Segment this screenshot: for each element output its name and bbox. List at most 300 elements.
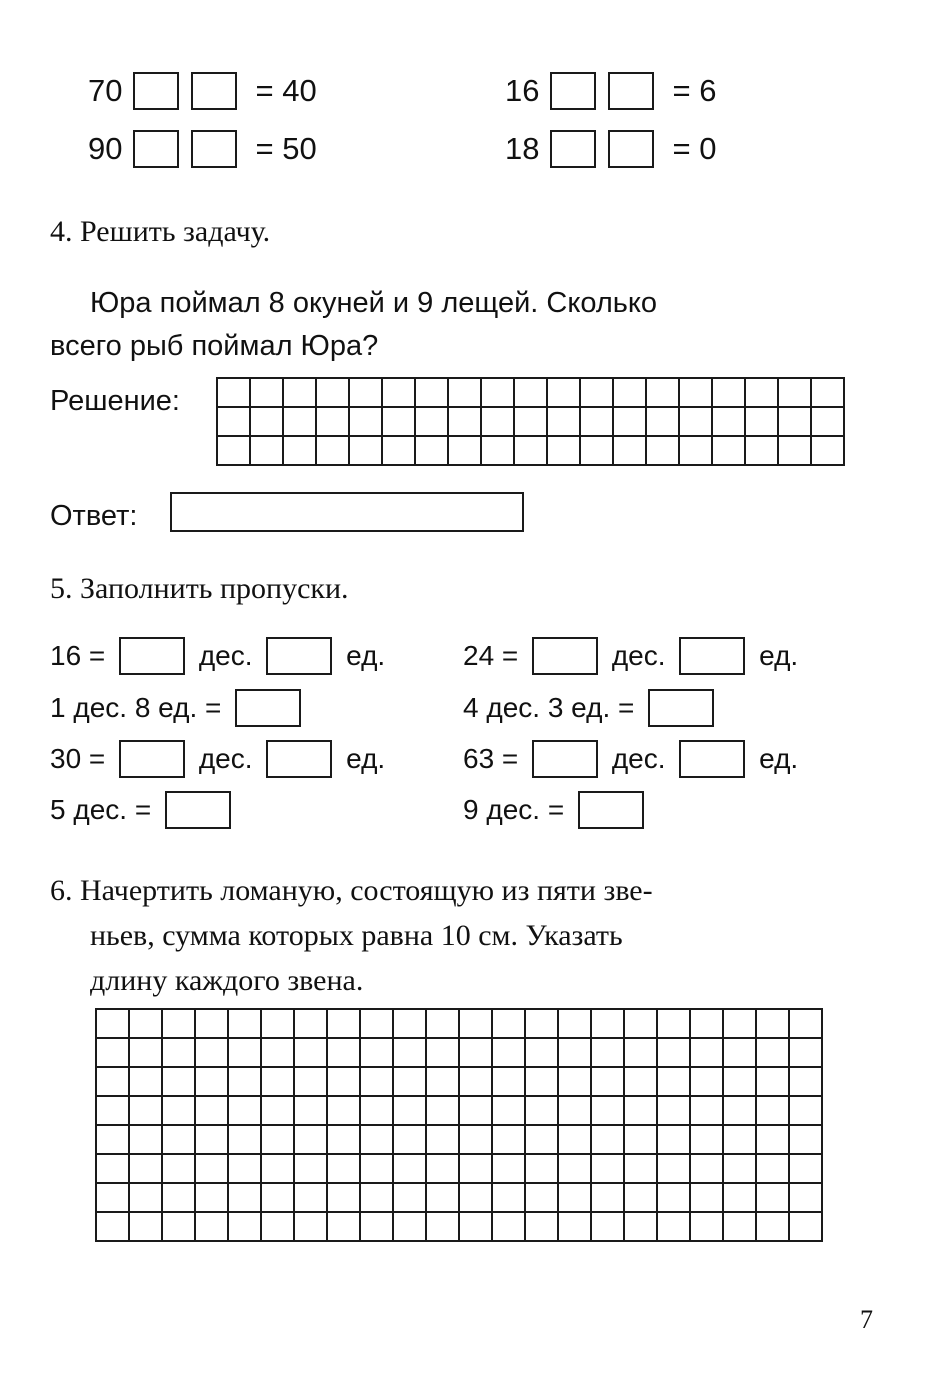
grid-cell[interactable] bbox=[394, 1155, 427, 1184]
grid-cell[interactable] bbox=[625, 1213, 658, 1242]
grid-cell[interactable] bbox=[284, 379, 317, 408]
grid-row bbox=[97, 1039, 823, 1068]
grid-cell[interactable] bbox=[460, 1184, 493, 1213]
grid-cell[interactable] bbox=[581, 379, 614, 408]
task-6-heading-line-2: ньев, сумма которых равна 10 см. Указать bbox=[90, 919, 623, 952]
fill-box[interactable] bbox=[119, 740, 185, 778]
grid-cell[interactable] bbox=[130, 1039, 163, 1068]
grid-cell[interactable] bbox=[790, 1068, 823, 1097]
grid-cell[interactable] bbox=[592, 1097, 625, 1126]
grid-cell[interactable] bbox=[713, 379, 746, 408]
grid-cell[interactable] bbox=[130, 1068, 163, 1097]
grid-cell[interactable] bbox=[317, 408, 350, 437]
grid-cell[interactable] bbox=[515, 379, 548, 408]
grid-cell[interactable] bbox=[592, 1184, 625, 1213]
grid-cell[interactable] bbox=[361, 1126, 394, 1155]
grid-cell[interactable] bbox=[460, 1213, 493, 1242]
grid-cell[interactable] bbox=[97, 1126, 130, 1155]
grid-cell[interactable] bbox=[658, 1068, 691, 1097]
solution-grid[interactable] bbox=[216, 377, 845, 466]
grid-cell[interactable] bbox=[130, 1213, 163, 1242]
grid-cell[interactable] bbox=[218, 379, 251, 408]
grid-cell[interactable] bbox=[691, 1213, 724, 1242]
grid-cell[interactable] bbox=[394, 1213, 427, 1242]
grid-cell[interactable] bbox=[229, 1068, 262, 1097]
grid-cell[interactable] bbox=[416, 408, 449, 437]
grid-cell[interactable] bbox=[548, 408, 581, 437]
grid-cell[interactable] bbox=[790, 1097, 823, 1126]
grid-cell[interactable] bbox=[361, 1184, 394, 1213]
grid-cell[interactable] bbox=[361, 1010, 394, 1039]
fill-box[interactable] bbox=[679, 740, 745, 778]
answer-box[interactable] bbox=[191, 72, 237, 110]
grid-cell[interactable] bbox=[262, 1155, 295, 1184]
grid-cell[interactable] bbox=[361, 1068, 394, 1097]
grid-cell[interactable] bbox=[229, 1010, 262, 1039]
grid-cell[interactable] bbox=[229, 1213, 262, 1242]
grid-cell[interactable] bbox=[427, 1010, 460, 1039]
fill-box[interactable] bbox=[532, 740, 598, 778]
grid-cell[interactable] bbox=[284, 437, 317, 466]
grid-cell[interactable] bbox=[757, 1184, 790, 1213]
grid-cell[interactable] bbox=[130, 1010, 163, 1039]
grid-cell[interactable] bbox=[493, 1039, 526, 1068]
answer-box[interactable] bbox=[133, 72, 179, 110]
grid-cell[interactable] bbox=[658, 1126, 691, 1155]
grid-row bbox=[97, 1126, 823, 1155]
fill-box[interactable] bbox=[266, 740, 332, 778]
grid-row bbox=[97, 1213, 823, 1242]
grid-cell[interactable] bbox=[526, 1184, 559, 1213]
equation-row-1-left bbox=[88, 72, 317, 110]
grid-cell[interactable] bbox=[460, 1039, 493, 1068]
grid-cell[interactable] bbox=[97, 1068, 130, 1097]
grid-cell[interactable] bbox=[680, 437, 713, 466]
grid-cell[interactable] bbox=[790, 1184, 823, 1213]
grid-cell[interactable] bbox=[614, 437, 647, 466]
grid-cell[interactable] bbox=[262, 1126, 295, 1155]
grid-cell[interactable] bbox=[493, 1155, 526, 1184]
answer-box[interactable] bbox=[550, 130, 596, 168]
grid-cell[interactable] bbox=[559, 1068, 592, 1097]
grid-cell[interactable] bbox=[592, 1039, 625, 1068]
grid-cell[interactable] bbox=[97, 1010, 130, 1039]
equation-result: = 6 bbox=[672, 73, 717, 108]
grid-cell[interactable] bbox=[592, 1010, 625, 1039]
grid-cell[interactable] bbox=[284, 408, 317, 437]
grid-cell[interactable] bbox=[592, 1068, 625, 1097]
grid-cell[interactable] bbox=[757, 1097, 790, 1126]
grid-cell[interactable] bbox=[724, 1068, 757, 1097]
grid-cell[interactable] bbox=[460, 1155, 493, 1184]
equation-result: = 40 bbox=[255, 73, 317, 108]
grid-cell[interactable] bbox=[262, 1039, 295, 1068]
grid-cell[interactable] bbox=[790, 1126, 823, 1155]
grid-cell[interactable] bbox=[526, 1068, 559, 1097]
grid-cell[interactable] bbox=[812, 437, 845, 466]
grid-cell[interactable] bbox=[482, 437, 515, 466]
grid-cell[interactable] bbox=[350, 437, 383, 466]
grid-cell[interactable] bbox=[229, 1126, 262, 1155]
grid-cell[interactable] bbox=[163, 1126, 196, 1155]
grid-cell[interactable] bbox=[328, 1097, 361, 1126]
grid-cell[interactable] bbox=[658, 1155, 691, 1184]
grid-cell[interactable] bbox=[317, 379, 350, 408]
grid-cell[interactable] bbox=[427, 1097, 460, 1126]
equation-row-2-right bbox=[505, 130, 716, 168]
fill-prefix: 9 дес. = bbox=[463, 794, 565, 825]
grid-cell[interactable] bbox=[460, 1068, 493, 1097]
fill-box[interactable] bbox=[679, 637, 745, 675]
grid-cell[interactable] bbox=[691, 1010, 724, 1039]
grid-cell[interactable] bbox=[592, 1126, 625, 1155]
fill-box[interactable] bbox=[578, 791, 644, 829]
answer-box[interactable] bbox=[608, 72, 654, 110]
grid-cell[interactable] bbox=[559, 1039, 592, 1068]
fill-row-2-left bbox=[50, 689, 307, 727]
grid-row bbox=[218, 379, 845, 408]
grid-cell[interactable] bbox=[196, 1126, 229, 1155]
fill-suffix: ед. bbox=[346, 640, 386, 671]
grid-cell[interactable] bbox=[427, 1213, 460, 1242]
grid-cell[interactable] bbox=[647, 437, 680, 466]
answer-input-box[interactable] bbox=[170, 492, 524, 532]
grid-cell[interactable] bbox=[427, 1039, 460, 1068]
grid-cell[interactable] bbox=[262, 1068, 295, 1097]
grid-cell[interactable] bbox=[625, 1010, 658, 1039]
task-6-heading-line-3: длину каждого звена. bbox=[90, 964, 364, 997]
grid-cell[interactable] bbox=[317, 437, 350, 466]
grid-cell[interactable] bbox=[427, 1184, 460, 1213]
grid-cell[interactable] bbox=[493, 1068, 526, 1097]
grid-cell[interactable] bbox=[328, 1039, 361, 1068]
task-4-problem-line-1: Юра поймал 8 окуней и 9 лещей. Сколько bbox=[90, 287, 658, 319]
grid-cell[interactable] bbox=[196, 1010, 229, 1039]
grid-cell[interactable] bbox=[328, 1010, 361, 1039]
grid-cell[interactable] bbox=[361, 1155, 394, 1184]
grid-cell[interactable] bbox=[97, 1184, 130, 1213]
grid-cell[interactable] bbox=[548, 379, 581, 408]
fill-prefix: 30 = bbox=[50, 743, 106, 774]
grid-cell[interactable] bbox=[163, 1039, 196, 1068]
drawing-grid[interactable] bbox=[95, 1008, 823, 1242]
grid-cell[interactable] bbox=[658, 1010, 691, 1039]
grid-cell[interactable] bbox=[526, 1010, 559, 1039]
grid-cell[interactable] bbox=[493, 1126, 526, 1155]
grid-cell[interactable] bbox=[130, 1184, 163, 1213]
grid-cell[interactable] bbox=[229, 1097, 262, 1126]
grid-cell[interactable] bbox=[724, 1184, 757, 1213]
grid-cell[interactable] bbox=[394, 1126, 427, 1155]
grid-cell[interactable] bbox=[196, 1068, 229, 1097]
fill-middle: дес. bbox=[198, 743, 253, 774]
grid-cell[interactable] bbox=[592, 1155, 625, 1184]
grid-cell[interactable] bbox=[757, 1039, 790, 1068]
grid-cell[interactable] bbox=[97, 1097, 130, 1126]
grid-cell[interactable] bbox=[746, 379, 779, 408]
fill-prefix: 16 = bbox=[50, 640, 106, 671]
answer-label: Ответ: bbox=[50, 500, 138, 532]
grid-cell[interactable] bbox=[757, 1126, 790, 1155]
grid-cell[interactable] bbox=[581, 408, 614, 437]
grid-cell[interactable] bbox=[526, 1126, 559, 1155]
grid-cell[interactable] bbox=[515, 437, 548, 466]
grid-cell[interactable] bbox=[460, 1097, 493, 1126]
grid-cell[interactable] bbox=[218, 408, 251, 437]
grid-cell[interactable] bbox=[97, 1039, 130, 1068]
grid-cell[interactable] bbox=[559, 1126, 592, 1155]
grid-cell[interactable] bbox=[625, 1155, 658, 1184]
grid-cell[interactable] bbox=[130, 1126, 163, 1155]
grid-cell[interactable] bbox=[383, 408, 416, 437]
grid-cell[interactable] bbox=[625, 1068, 658, 1097]
grid-cell[interactable] bbox=[724, 1213, 757, 1242]
grid-cell[interactable] bbox=[460, 1010, 493, 1039]
grid-row bbox=[97, 1155, 823, 1184]
grid-cell[interactable] bbox=[328, 1155, 361, 1184]
grid-cell[interactable] bbox=[779, 437, 812, 466]
grid-row bbox=[97, 1068, 823, 1097]
grid-cell[interactable] bbox=[559, 1155, 592, 1184]
grid-cell[interactable] bbox=[779, 408, 812, 437]
grid-cell[interactable] bbox=[625, 1126, 658, 1155]
grid-cell[interactable] bbox=[526, 1097, 559, 1126]
grid-cell[interactable] bbox=[394, 1039, 427, 1068]
grid-cell[interactable] bbox=[691, 1184, 724, 1213]
grid-cell[interactable] bbox=[790, 1213, 823, 1242]
grid-cell[interactable] bbox=[295, 1068, 328, 1097]
grid-cell[interactable] bbox=[196, 1039, 229, 1068]
grid-cell[interactable] bbox=[713, 437, 746, 466]
grid-cell[interactable] bbox=[691, 1155, 724, 1184]
grid-cell[interactable] bbox=[515, 408, 548, 437]
grid-cell[interactable] bbox=[130, 1097, 163, 1126]
solution-label: Решение: bbox=[50, 385, 180, 417]
grid-cell[interactable] bbox=[713, 408, 746, 437]
equation-row-2-left bbox=[88, 130, 317, 168]
grid-cell[interactable] bbox=[394, 1097, 427, 1126]
grid-cell[interactable] bbox=[724, 1010, 757, 1039]
grid-cell[interactable] bbox=[724, 1155, 757, 1184]
grid-cell[interactable] bbox=[251, 379, 284, 408]
grid-cell[interactable] bbox=[658, 1039, 691, 1068]
grid-cell[interactable] bbox=[757, 1155, 790, 1184]
grid-cell[interactable] bbox=[196, 1184, 229, 1213]
grid-cell[interactable] bbox=[614, 379, 647, 408]
grid-cell[interactable] bbox=[427, 1155, 460, 1184]
grid-cell[interactable] bbox=[394, 1184, 427, 1213]
grid-cell[interactable] bbox=[658, 1097, 691, 1126]
grid-cell[interactable] bbox=[658, 1184, 691, 1213]
grid-cell[interactable] bbox=[449, 408, 482, 437]
grid-cell[interactable] bbox=[482, 379, 515, 408]
grid-row bbox=[218, 408, 845, 437]
grid-cell[interactable] bbox=[647, 379, 680, 408]
grid-cell[interactable] bbox=[361, 1039, 394, 1068]
grid-cell[interactable] bbox=[394, 1068, 427, 1097]
fill-box[interactable] bbox=[532, 637, 598, 675]
fill-prefix: 5 дес. = bbox=[50, 794, 152, 825]
grid-cell[interactable] bbox=[416, 437, 449, 466]
fill-row-4-left bbox=[50, 791, 237, 829]
grid-cell[interactable] bbox=[581, 437, 614, 466]
grid-cell[interactable] bbox=[328, 1184, 361, 1213]
grid-cell[interactable] bbox=[350, 408, 383, 437]
grid-cell[interactable] bbox=[196, 1097, 229, 1126]
grid-cell[interactable] bbox=[779, 379, 812, 408]
grid-cell[interactable] bbox=[163, 1213, 196, 1242]
grid-cell[interactable] bbox=[460, 1126, 493, 1155]
grid-cell[interactable] bbox=[757, 1213, 790, 1242]
grid-cell[interactable] bbox=[163, 1010, 196, 1039]
grid-cell[interactable] bbox=[614, 408, 647, 437]
grid-cell[interactable] bbox=[493, 1184, 526, 1213]
answer-box[interactable] bbox=[133, 130, 179, 168]
grid-cell[interactable] bbox=[724, 1126, 757, 1155]
grid-row bbox=[97, 1010, 823, 1039]
grid-row bbox=[97, 1097, 823, 1126]
grid-cell[interactable] bbox=[262, 1097, 295, 1126]
answer-box[interactable] bbox=[191, 130, 237, 168]
grid-cell[interactable] bbox=[383, 379, 416, 408]
task-4-heading: 4. Решить задачу. bbox=[50, 215, 271, 248]
fill-prefix: 1 дес. 8 ед. = bbox=[50, 692, 222, 723]
fill-row-2-right bbox=[463, 689, 720, 727]
grid-cell[interactable] bbox=[625, 1184, 658, 1213]
fill-box[interactable] bbox=[266, 637, 332, 675]
grid-cell[interactable] bbox=[262, 1184, 295, 1213]
grid-cell[interactable] bbox=[625, 1097, 658, 1126]
grid-cell[interactable] bbox=[262, 1213, 295, 1242]
grid-cell[interactable] bbox=[229, 1155, 262, 1184]
grid-cell[interactable] bbox=[680, 379, 713, 408]
grid-cell[interactable] bbox=[295, 1213, 328, 1242]
equation-result: = 50 bbox=[255, 131, 317, 166]
grid-cell[interactable] bbox=[757, 1068, 790, 1097]
page-number: 7 bbox=[860, 1305, 873, 1334]
grid-cell[interactable] bbox=[724, 1039, 757, 1068]
grid-cell[interactable] bbox=[196, 1213, 229, 1242]
grid-cell[interactable] bbox=[295, 1010, 328, 1039]
grid-cell[interactable] bbox=[427, 1126, 460, 1155]
grid-cell[interactable] bbox=[295, 1184, 328, 1213]
grid-cell[interactable] bbox=[592, 1213, 625, 1242]
task-6-heading-line-1: 6. Начертить ломаную, состоящую из пяти зве- bbox=[50, 874, 653, 907]
grid-cell[interactable] bbox=[295, 1126, 328, 1155]
grid-cell[interactable] bbox=[163, 1155, 196, 1184]
grid-cell[interactable] bbox=[295, 1097, 328, 1126]
grid-cell[interactable] bbox=[559, 1184, 592, 1213]
grid-cell[interactable] bbox=[394, 1010, 427, 1039]
grid-cell[interactable] bbox=[647, 408, 680, 437]
grid-cell[interactable] bbox=[328, 1068, 361, 1097]
grid-cell[interactable] bbox=[691, 1097, 724, 1126]
fill-suffix: ед. bbox=[759, 743, 799, 774]
grid-cell[interactable] bbox=[361, 1097, 394, 1126]
grid-cell[interactable] bbox=[482, 408, 515, 437]
grid-cell[interactable] bbox=[812, 379, 845, 408]
grid-cell[interactable] bbox=[746, 408, 779, 437]
grid-cell[interactable] bbox=[559, 1010, 592, 1039]
grid-cell[interactable] bbox=[427, 1068, 460, 1097]
fill-prefix: 63 = bbox=[463, 743, 519, 774]
fill-row-1-right bbox=[463, 637, 798, 675]
grid-cell[interactable] bbox=[163, 1184, 196, 1213]
fill-box[interactable] bbox=[119, 637, 185, 675]
grid-cell[interactable] bbox=[526, 1155, 559, 1184]
grid-cell[interactable] bbox=[130, 1155, 163, 1184]
grid-cell[interactable] bbox=[493, 1010, 526, 1039]
fill-box[interactable] bbox=[648, 689, 714, 727]
grid-cell[interactable] bbox=[262, 1010, 295, 1039]
grid-cell[interactable] bbox=[97, 1155, 130, 1184]
grid-cell[interactable] bbox=[724, 1097, 757, 1126]
grid-cell[interactable] bbox=[229, 1039, 262, 1068]
grid-cell[interactable] bbox=[163, 1097, 196, 1126]
fill-middle: дес. bbox=[611, 640, 666, 671]
grid-cell[interactable] bbox=[251, 437, 284, 466]
grid-cell[interactable] bbox=[658, 1213, 691, 1242]
grid-cell[interactable] bbox=[790, 1010, 823, 1039]
grid-cell[interactable] bbox=[383, 437, 416, 466]
grid-cell[interactable] bbox=[295, 1155, 328, 1184]
grid-cell[interactable] bbox=[790, 1155, 823, 1184]
fill-row-3-right bbox=[463, 740, 798, 778]
grid-cell[interactable] bbox=[559, 1097, 592, 1126]
grid-cell[interactable] bbox=[680, 408, 713, 437]
grid-cell[interactable] bbox=[328, 1126, 361, 1155]
grid-cell[interactable] bbox=[97, 1213, 130, 1242]
grid-cell[interactable] bbox=[328, 1213, 361, 1242]
grid-cell[interactable] bbox=[548, 437, 581, 466]
grid-cell[interactable] bbox=[559, 1213, 592, 1242]
grid-cell[interactable] bbox=[493, 1213, 526, 1242]
grid-cell[interactable] bbox=[251, 408, 284, 437]
grid-cell[interactable] bbox=[449, 437, 482, 466]
grid-cell[interactable] bbox=[812, 408, 845, 437]
grid-cell[interactable] bbox=[746, 437, 779, 466]
grid-cell[interactable] bbox=[218, 437, 251, 466]
grid-cell[interactable] bbox=[526, 1213, 559, 1242]
grid-cell[interactable] bbox=[526, 1039, 559, 1068]
grid-cell[interactable] bbox=[196, 1155, 229, 1184]
grid-cell[interactable] bbox=[790, 1039, 823, 1068]
grid-cell[interactable] bbox=[449, 379, 482, 408]
grid-cell[interactable] bbox=[691, 1039, 724, 1068]
grid-cell[interactable] bbox=[163, 1068, 196, 1097]
grid-cell[interactable] bbox=[625, 1039, 658, 1068]
answer-box[interactable] bbox=[608, 130, 654, 168]
equation-result: = 0 bbox=[672, 131, 717, 166]
fill-middle: дес. bbox=[198, 640, 253, 671]
grid-cell[interactable] bbox=[757, 1010, 790, 1039]
equation-row-1-right bbox=[505, 72, 716, 110]
fill-prefix: 4 дес. 3 ед. = bbox=[463, 692, 635, 723]
grid-cell[interactable] bbox=[416, 379, 449, 408]
fill-box[interactable] bbox=[235, 689, 301, 727]
grid-cell[interactable] bbox=[229, 1184, 262, 1213]
grid-cell[interactable] bbox=[691, 1068, 724, 1097]
grid-cell[interactable] bbox=[361, 1213, 394, 1242]
fill-row-4-right bbox=[463, 791, 650, 829]
grid-cell[interactable] bbox=[350, 379, 383, 408]
fill-box[interactable] bbox=[165, 791, 231, 829]
grid-cell[interactable] bbox=[691, 1126, 724, 1155]
fill-prefix: 24 = bbox=[463, 640, 519, 671]
answer-box[interactable] bbox=[550, 72, 596, 110]
grid-cell[interactable] bbox=[295, 1039, 328, 1068]
grid-cell[interactable] bbox=[493, 1097, 526, 1126]
